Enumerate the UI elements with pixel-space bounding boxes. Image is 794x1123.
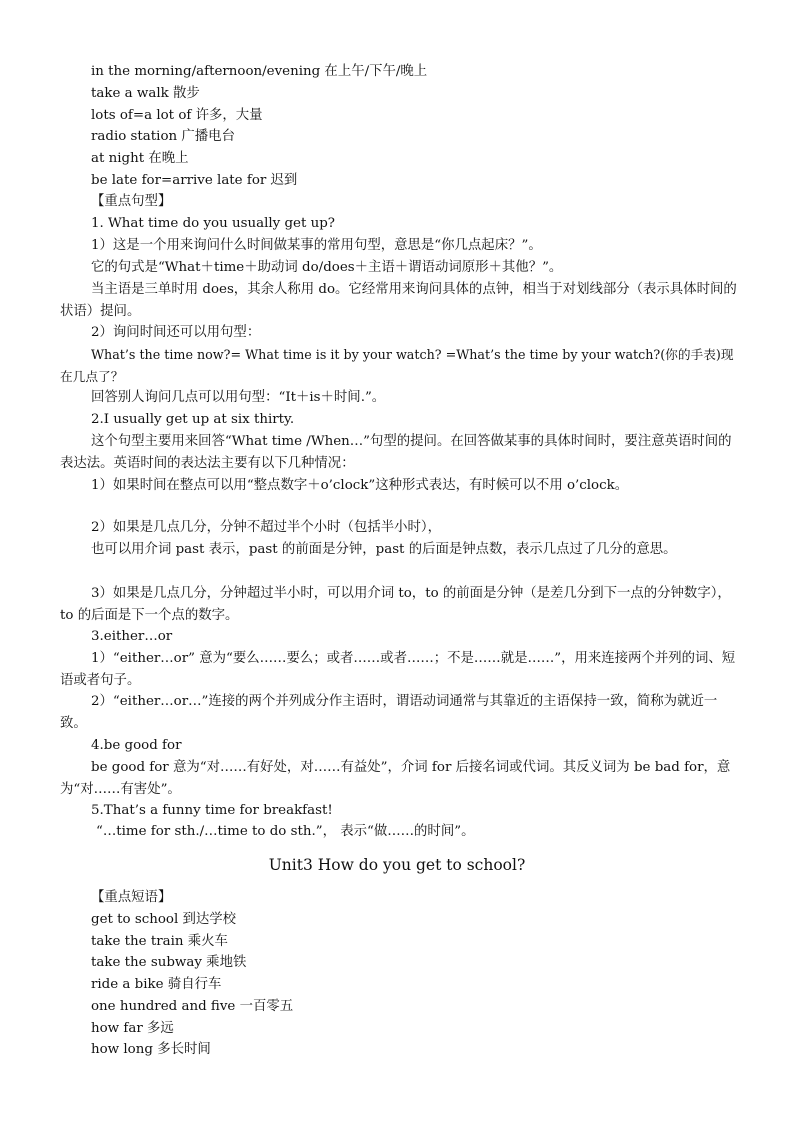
paragraph: be good for 意为“对……有好处，对……有益处”，介词 for 后接名词或代词。其反义词为 be bad for，意为“对……有害处”。 xyxy=(60,760,731,797)
paragraph: 1）如果时间在整点可以用“整点数字＋o’clock”这种形式表达，有时候可以不用 o’clock。 xyxy=(91,478,629,493)
sentence-title: 1. What time do you usually get up? xyxy=(91,216,335,231)
paragraph: 2）询问时间还可以用句型： xyxy=(91,325,261,340)
phrase-item: how far 多远 xyxy=(91,1021,174,1036)
sentence-title: 3.either…or xyxy=(91,629,173,644)
paragraph: What’s the time now?= What time is it by your watch? =What’s the time by your watch?(你的手表)现在几点了？ xyxy=(60,347,734,384)
phrase-item: at night 在晚上 xyxy=(91,151,189,166)
paragraph: 也可以用介词 past 表示，past 的前面是分钟，past 的后面是钟点数，表示几点过了几分的意思。 xyxy=(91,542,677,557)
paragraph: 1）“either…or” 意为“要么……要么；或者……或者……；不是……就是……”，用来连接两个并列的词、短语或者句子。 xyxy=(60,651,736,688)
paragraph: 它的句式是“What＋time＋助动词 do/does＋主语＋谓语动词原形＋其他？”。 xyxy=(91,260,563,275)
section-heading: 【重点句型】 xyxy=(91,194,172,209)
section-heading: 【重点短语】 xyxy=(91,890,172,905)
phrase-item: one hundred and five 一百零五 xyxy=(91,999,294,1014)
phrase-item: take a walk 散步 xyxy=(91,86,200,101)
paragraph: 当主语是三单时用 does，其余人称用 do。它经常用来询问具体的点钟，相当于对划线部分（表示具体时间的状语）提问。 xyxy=(60,282,737,319)
phrase-item: take the subway 乘地铁 xyxy=(91,955,247,970)
paragraph: 1）这是一个用来询问什么时间做某事的常用句型，意思是“你几点起床？”。 xyxy=(91,238,542,253)
phrase-item: ride a bike 骑自行车 xyxy=(91,977,222,992)
phrase-item: radio station 广播电台 xyxy=(91,129,235,144)
phrase-item: lots of=a lot of 许多，大量 xyxy=(91,108,263,123)
paragraph: 3）如果是几点几分，分钟超过半小时，可以用介词 to，to 的前面是分钟（是差几分到下一点的分钟数字），to 的后面是下一个点的数字。 xyxy=(60,586,731,623)
phrase-item: in the morning/afternoon/evening 在上午/下午/晚上 xyxy=(91,64,428,79)
sentence-title: 2.I usually get up at six thirty. xyxy=(91,412,295,427)
phrase-item: how long 多长时间 xyxy=(91,1042,211,1057)
unit-title: Unit3 How do you get to school? xyxy=(268,856,526,874)
sentence-title: 5.That’s a funny time for breakfast! xyxy=(91,803,333,818)
paragraph: “…time for sth./…time to do sth.”， 表示“做……的时间”。 xyxy=(96,824,475,839)
paragraph: 2）如果是几点几分，分钟不超过半个小时（包括半小时）， xyxy=(91,520,441,535)
phrase-item: get to school 到达学校 xyxy=(91,912,237,927)
paragraph: 2）“either…or…”连接的两个并列成分作主语时，谓语动词通常与其靠近的主语保持一致，简称为就近一致。 xyxy=(60,694,718,731)
sentence-title: 4.be good for xyxy=(91,738,182,753)
paragraph: 这个句型主要用来回答“What time /When…”句型的提问。在回答做某事的具体时间时，要注意英语时间的表达法。英语时间的表达法主要有以下几种情况： xyxy=(60,434,732,471)
phrase-item: be late for=arrive late for 迟到 xyxy=(91,173,298,188)
phrase-item: take the train 乘火车 xyxy=(91,934,228,949)
paragraph: 回答别人询问几点可以用句型：“It＋is＋时间.”。 xyxy=(91,390,386,405)
